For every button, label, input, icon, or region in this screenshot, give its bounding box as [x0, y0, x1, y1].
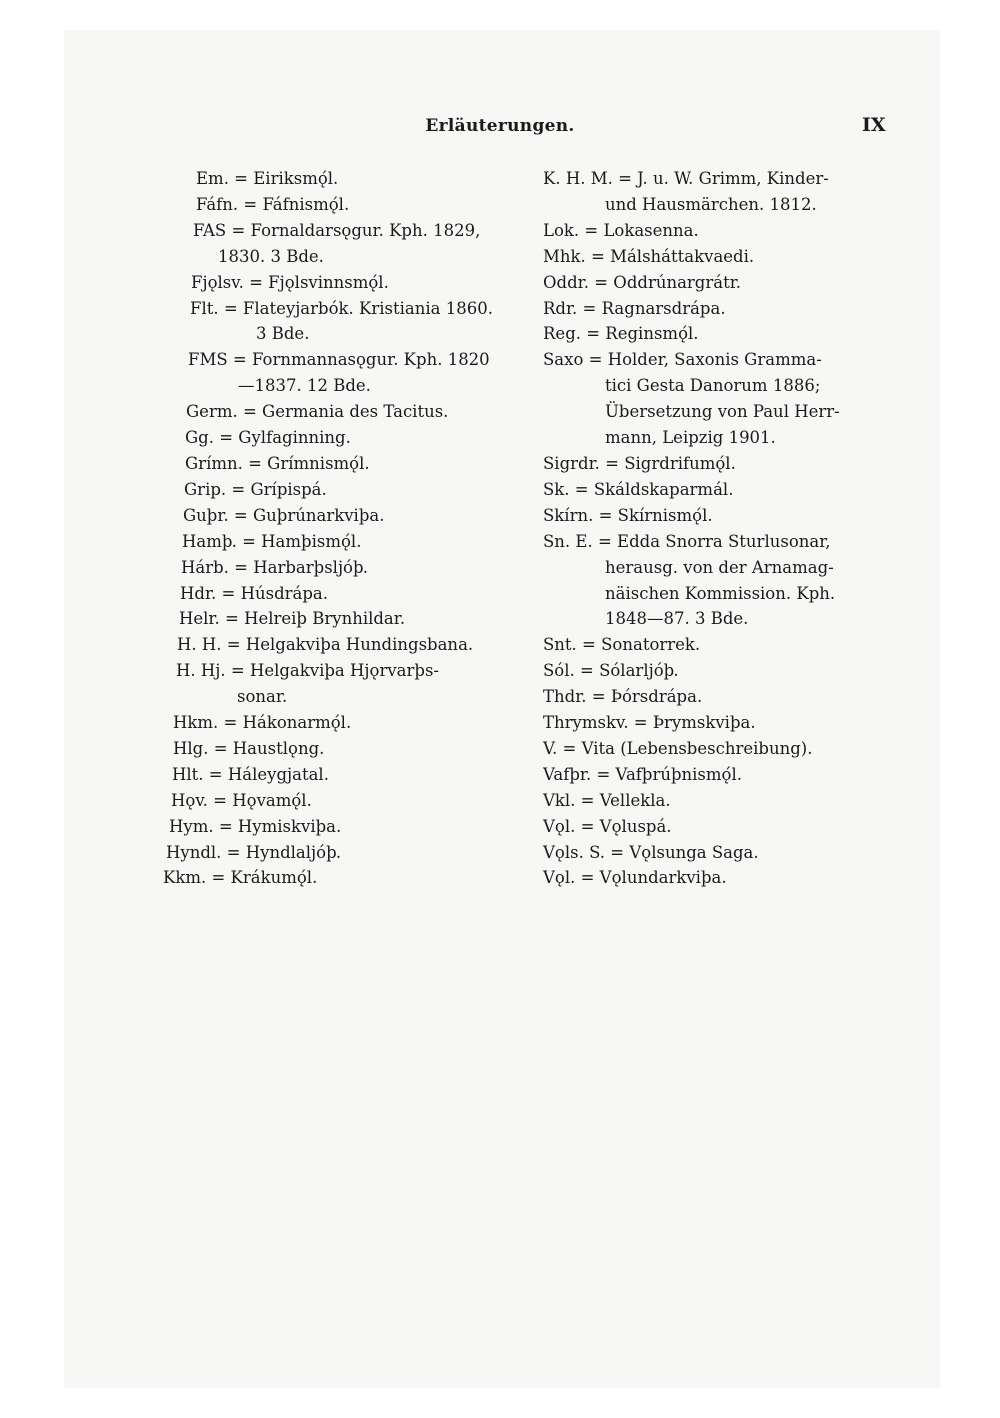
- abbreviation-entry: Mhk. = Málsháttakvaedi.: [543, 246, 755, 266]
- abbreviation-entry: H. H. = Helgakviþa Hundingsbana.: [177, 635, 474, 655]
- abbreviation-entry: Vkl. = Vellekla.: [543, 790, 671, 810]
- abbreviation-continuation: sonar.: [237, 687, 288, 707]
- abbreviation-entry: Lok. = Lokasenna.: [543, 220, 699, 240]
- abbreviation-continuation: —1837. 12 Bde.: [238, 376, 371, 396]
- abbreviation-entry: V. = Vita (Lebensbeschreibung).: [543, 738, 813, 758]
- abbreviation-entry: Hǫv. = Hǫvamǫ́l.: [171, 790, 312, 810]
- running-title: Erläuterungen.: [425, 116, 575, 136]
- abbreviation-entry: Vǫl. = Vǫlundarkviþa.: [543, 868, 727, 888]
- abbreviation-continuation: 3 Bde.: [256, 324, 310, 344]
- abbreviation-entry: Skírn. = Skírnismǫ́l.: [543, 505, 713, 525]
- abbreviation-continuation: 1830. 3 Bde.: [218, 246, 324, 266]
- abbreviation-continuation: näischen Kommission. Kph.: [605, 583, 836, 603]
- abbreviation-entry: Hdr. = Húsdrápa.: [180, 583, 329, 603]
- abbreviation-entry: Hamþ. = Hamþismǫ́l.: [182, 531, 362, 551]
- abbreviation-entry: FMS = Fornmannasǫgur. Kph. 1820: [188, 350, 490, 370]
- abbreviation-entry: Sn. E. = Edda Snorra Sturlusonar,: [543, 531, 831, 551]
- abbreviation-continuation: tici Gesta Danorum 1886;: [605, 376, 821, 396]
- abbreviation-entry: Guþr. = Guþrúnarkviþa.: [183, 505, 385, 525]
- abbreviation-entry: Sigrdr. = Sigrdrifumǫ́l.: [543, 453, 736, 473]
- abbreviation-continuation: 1848—87. 3 Bde.: [605, 609, 749, 629]
- abbreviation-entry: Sk. = Skáldskaparmál.: [543, 479, 734, 499]
- abbreviation-entry: Fjǫlsv. = Fjǫlsvinnsmǫ́l.: [191, 272, 389, 292]
- abbreviation-entry: Helr. = Helreiþ Brynhildar.: [179, 609, 406, 629]
- abbreviation-entry: Hlt. = Háleygjatal.: [172, 764, 329, 784]
- abbreviation-entry: Vǫls. S. = Vǫlsunga Saga.: [543, 842, 759, 862]
- abbreviation-entry: Hkm. = Hákonarmǫ́l.: [173, 713, 352, 733]
- abbreviation-entry: Germ. = Germania des Tacitus.: [186, 402, 449, 422]
- abbreviation-continuation: Übersetzung von Paul Herr-: [605, 402, 840, 422]
- abbreviation-entry: Flt. = Flateyjarbók. Kristiania 1860.: [190, 298, 493, 318]
- abbreviation-entry: K. H. M. = J. u. W. Grimm, Kinder-: [543, 169, 829, 188]
- abbreviation-list-left: [160, 166, 520, 891]
- abbreviation-entry: Reg. = Reginsmǫ́l.: [543, 324, 699, 344]
- abbreviation-entry: Hlg. = Haustlǫng.: [173, 738, 325, 758]
- abbreviation-entry: FAS = Fornaldarsǫgur. Kph. 1829,: [193, 220, 481, 240]
- abbreviation-entry: Vǫl. = Vǫluspá.: [543, 816, 672, 836]
- abbreviation-entry: Oddr. = Oddrúnargrátr.: [543, 272, 742, 292]
- abbreviation-entry: Kkm. = Krákumǫ́l.: [163, 868, 318, 888]
- page-number: IX: [862, 114, 886, 136]
- abbreviation-entry: Thdr. = Þórsdrápa.: [543, 687, 703, 707]
- abbreviation-entry: Grip. = Grípispá.: [184, 479, 327, 499]
- abbreviation-entry: Fáfn. = Fáfnismǫ́l.: [196, 194, 350, 214]
- abbreviation-entry: Thrymskv. = Þrymskviþa.: [543, 713, 756, 733]
- abbreviation-entry: Snt. = Sonatorrek.: [543, 635, 701, 655]
- abbreviation-entry: Saxo = Holder, Saxonis Gramma-: [543, 350, 822, 370]
- abbreviation-continuation: und Hausmärchen. 1812.: [605, 194, 817, 214]
- abbreviation-entry: Em. = Eiriksmǫ́l.: [196, 169, 339, 188]
- abbreviation-list-right: [543, 166, 889, 891]
- abbreviation-entry: Sól. = Sólarljóþ.: [543, 661, 679, 681]
- abbreviation-entry: Vafþr. = Vafþrúþnismǫ́l.: [543, 764, 742, 784]
- abbreviation-entry: Rdr. = Ragnarsdrápa.: [543, 298, 726, 318]
- abbreviation-entry: H. Hj. = Helgakviþa Hjǫrvarþs-: [176, 661, 439, 681]
- abbreviation-continuation: herausg. von der Arnamag-: [605, 557, 834, 577]
- abbreviation-entry: Hyndl. = Hyndlaljóþ.: [166, 842, 342, 862]
- abbreviation-entry: Hym. = Hymiskviþa.: [169, 816, 342, 836]
- abbreviation-continuation: mann, Leipzig 1901.: [605, 428, 776, 448]
- abbreviation-entry: Hárb. = Harbarþsljóþ.: [181, 557, 368, 577]
- abbreviation-entry: Gg. = Gylfaginning.: [185, 428, 351, 448]
- abbreviation-entry: Grímn. = Grímnismǫ́l.: [185, 453, 370, 473]
